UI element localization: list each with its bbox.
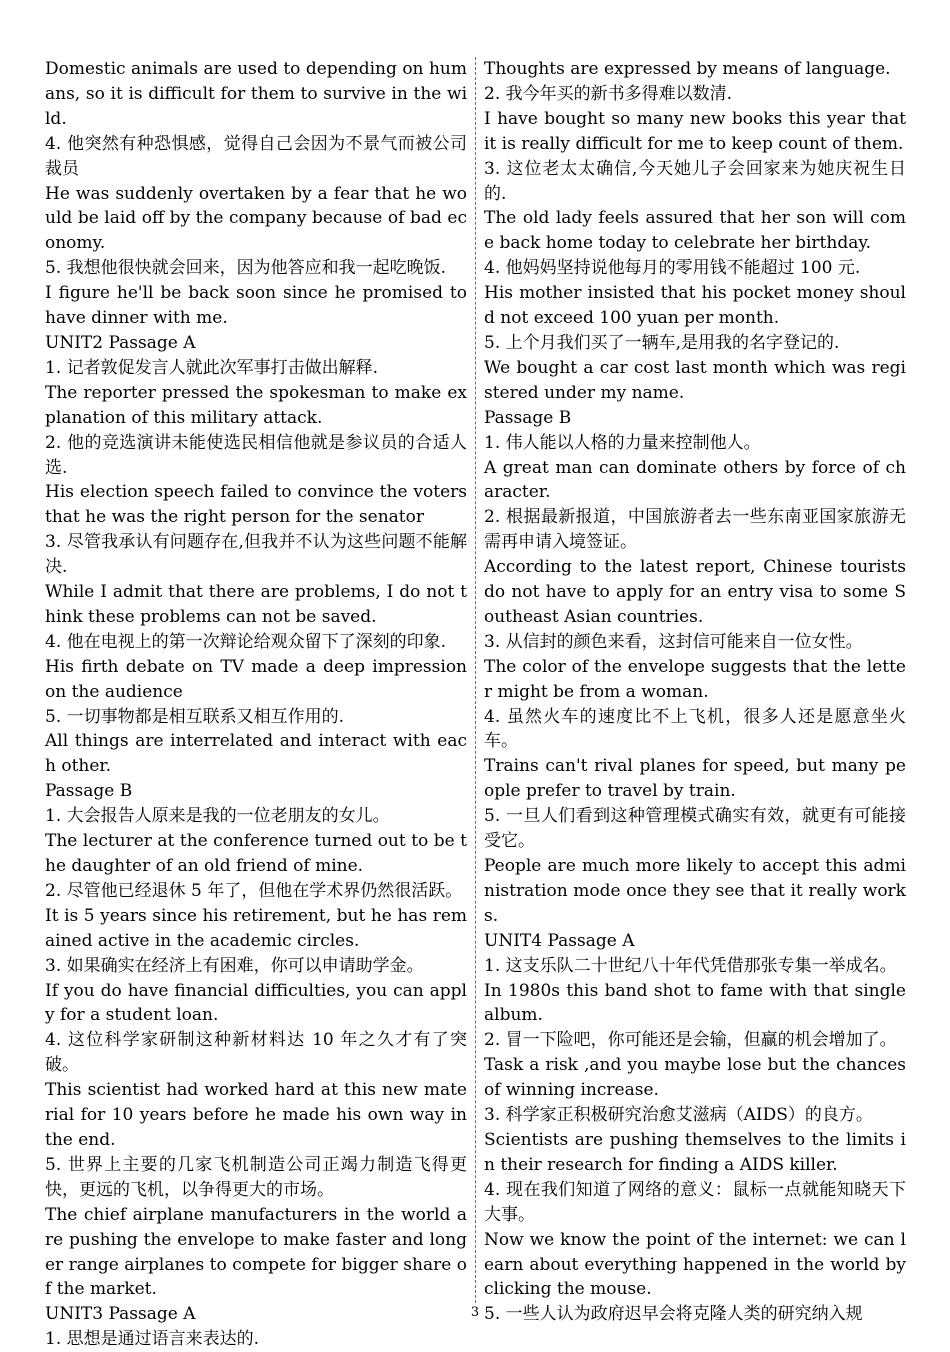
translation-sentence: His firth debate on TV made a deep impression on the audience: [45, 656, 467, 702]
numbered-sentence: 1. 思想是通过语言来表达的.: [45, 1329, 260, 1350]
translation-sentence: People are much more likely to accept this administration mode once they see that it really works.: [484, 856, 906, 926]
translation-sentence: His mother insisted that his pocket money should not exceed 100 yuan per month.: [484, 283, 906, 329]
translation-sentence: According to the latest report, Chinese tourists do not have to apply for an entry visa to some Southeast Asian countries.: [484, 557, 906, 627]
numbered-sentence: 3. 从信封的颜色来看，这封信可能来自一位女性。: [484, 631, 863, 652]
section-heading: UNIT2 Passage A: [45, 332, 196, 353]
translation-sentence: The color of the envelope suggests that the letter might be from a woman.: [484, 656, 906, 702]
numbered-sentence: 1. 这支乐队二十世纪八十年代凭借那张专集一举成名。: [484, 955, 897, 976]
numbered-sentence: 3. 这位老太太确信,今天她儿子会回家来为她庆祝生日的.: [484, 158, 906, 204]
section-heading: Passage B: [484, 407, 572, 428]
translation-sentence: Domestic animals are used to depending on humans, so it is difficult for them to survive in the wild.: [45, 59, 467, 129]
numbered-sentence: 5. 一旦人们看到这种管理模式确实有效，就更有可能接受它。: [484, 806, 906, 852]
translation-sentence: In 1980s this band shot to fame with that single album.: [484, 980, 906, 1026]
translation-sentence: I figure he'll be back soon since he promised to have dinner with me.: [45, 283, 467, 329]
numbered-sentence: 2. 尽管他已经退休 5 年了，但他在学术界仍然很活跃。: [45, 880, 463, 901]
translation-sentence: We bought a car cost last month which was registered under my name.: [484, 357, 906, 403]
numbered-sentence: 4. 他妈妈坚持说他每月的零用钱不能超过 100 元.: [484, 258, 861, 279]
numbered-sentence: 1. 大会报告人原来是我的一位老朋友的女儿。: [45, 806, 390, 827]
translation-sentence: All things are interrelated and interact with each other.: [45, 731, 467, 777]
numbered-sentence: 2. 我今年买的新书多得难以数清.: [484, 83, 733, 104]
numbered-sentence: 4. 这位科学家研制这种新材料达 10 年之久才有了突破。: [45, 1030, 467, 1076]
translation-sentence: Trains can't rival planes for speed, but many people prefer to travel by train.: [484, 756, 906, 802]
translation-sentence: He was suddenly overtaken by a fear that he would be laid off by the company because of bad economy.: [45, 183, 467, 254]
translation-sentence: I have bought so many new books this year that it is really difficult for me to keep count of them.: [484, 108, 906, 154]
numbered-sentence: 5. 我想他很快就会回来，因为他答应和我一起吃晚饭.: [45, 258, 447, 279]
left-column: [45, 57, 467, 1352]
numbered-sentence: 4. 现在我们知道了网络的意义：鼠标一点就能知晓天下大事。: [484, 1179, 906, 1225]
translation-sentence: It is 5 years since his retirement, but he has remained active in the academic circles.: [45, 905, 467, 951]
numbered-sentence: 4. 他在电视上的第一次辩论给观众留下了深刻的印象.: [45, 631, 447, 652]
numbered-sentence: 5. 一切事物都是相互联系又相互作用的.: [45, 706, 345, 727]
numbered-sentence: 3. 如果确实在经济上有困难，你可以申请助学金。: [45, 955, 424, 976]
numbered-sentence: 2. 他的竞选演讲未能使选民相信他就是参议员的合适人选.: [45, 432, 467, 478]
column-divider: [475, 57, 476, 1303]
translation-sentence: The reporter pressed the spokesman to make explanation of this military attack.: [45, 382, 467, 428]
translation-sentence: The old lady feels assured that her son will come back home today to celebrate her birthday.: [484, 208, 906, 254]
section-heading: Passage B: [45, 781, 133, 802]
translation-sentence: Now we know the point of the internet: we can learn about everything happened in the world by clicking the mouse.: [484, 1229, 906, 1300]
section-heading: UNIT4 Passage A: [484, 930, 635, 951]
numbered-sentence: 5. 一些人认为政府迟早会将克隆人类的研究纳入规: [484, 1304, 863, 1325]
numbered-sentence: 3. 科学家正积极研究治愈艾滋病（AIDS）的良方。: [484, 1105, 873, 1126]
right-column: [484, 57, 906, 1327]
numbered-sentence: 3. 尽管我承认有问题存在,但我并不认为这些问题不能解决.: [45, 532, 467, 578]
numbered-sentence: 1. 伟人能以人格的力量来控制他人。: [484, 432, 761, 453]
translation-sentence: Task a risk ,and you maybe lose but the chances of winning increase.: [484, 1055, 906, 1101]
translation-sentence: Scientists are pushing themselves to the limits in their research for finding a AIDS killer.: [484, 1129, 906, 1175]
translation-sentence: The lecturer at the conference turned out to be the daughter of an old friend of mine.: [45, 831, 467, 876]
translation-sentence: This scientist had worked hard at this new material for 10 years before he made his own way in the end.: [45, 1080, 467, 1150]
translation-sentence: The chief airplane manufacturers in the world are pushing the envelope to make faster and longer range airplanes to compete for bigger share of the market.: [45, 1204, 467, 1300]
page-number: 3: [470, 1305, 480, 1320]
numbered-sentence: 1. 记者敦促发言人就此次军事打击做出解释.: [45, 357, 379, 378]
translation-sentence: Thoughts are expressed by means of language.: [484, 59, 891, 79]
translation-sentence: If you do have financial difficulties, you can apply for a student loan.: [45, 980, 467, 1026]
numbered-sentence: 2. 冒一下险吧，你可能还是会输，但赢的机会增加了。: [484, 1030, 897, 1051]
translation-sentence: While I admit that there are problems, I do not think these problems can not be saved.: [45, 582, 467, 627]
numbered-sentence: 4. 他突然有种恐惧感，觉得自己会因为不景气而被公司裁员: [45, 133, 467, 179]
translation-sentence: A great man can dominate others by force of character.: [484, 457, 906, 503]
numbered-sentence: 5. 上个月我们买了一辆车,是用我的名字登记的.: [484, 332, 840, 353]
translation-sentence: His election speech failed to convince the voters that he was the right person for the senator: [45, 482, 467, 528]
section-heading: UNIT3 Passage A: [45, 1304, 196, 1325]
numbered-sentence: 5. 世界上主要的几家飞机制造公司正竭力制造飞得更快，更远的飞机，以争得更大的市场。: [45, 1154, 467, 1200]
numbered-sentence: 2. 根据最新报道，中国旅游者去一些东南亚国家旅游无需再申请入境签证。: [484, 507, 906, 553]
numbered-sentence: 4. 虽然火车的速度比不上飞机，很多人还是愿意坐火车。: [484, 706, 906, 752]
